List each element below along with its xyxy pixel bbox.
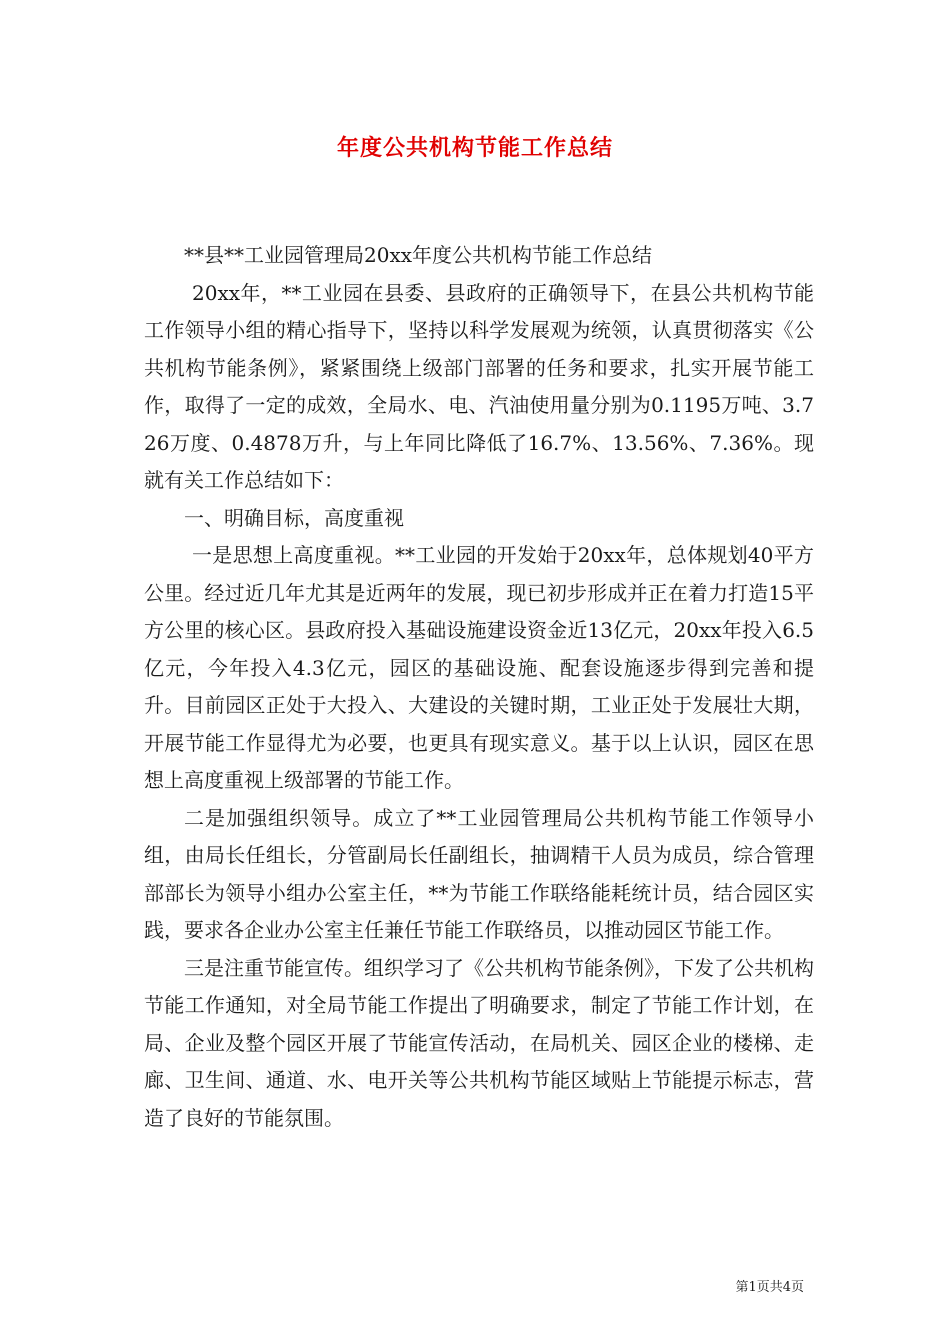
paragraph-organization: 二是加强组织领导。成立了**工业园管理局公共机构节能工作领导小组，由局长任组长，分管副局长任副组长，抽调精干人员为成员，综合管理部部长为领导小组办公室主任，**为节能工作联络能耗统计员，结合园区实践，要求各企业办公室主任兼任节能工作联络员，以推动园区节能工作。 — [144, 805, 814, 942]
section-heading: 一、明确目标，高度重视 — [184, 505, 404, 530]
page-number: 第1页共4页 — [735, 1280, 804, 1295]
subtitle-paragraph: **县**工业园管理局20xx年度公共机构节能工作总结 — [184, 243, 653, 267]
document-body — [144, 237, 814, 1137]
paragraph-thought: 一是思想上高度重视。**工业园的开发始于20xx年，总体规划40平方公里。经过近几年尤其是近两年的发展，现已初步形成并正在着力打造15平方公里的核心区。县政府投入基础设施建设资金近13亿元，20xx年投入6.5亿元，今年投入4.3亿元，园区的基础设施、配套设施逐步得到完善和提升。目前园区正处于大投入、大建设的关键时期，工业正处于发展壮大期，开展节能工作显得尤为必要，也更具有现实意义。基于以上认识，园区在思想上高度重视上级部署的节能工作。 — [144, 543, 814, 792]
intro-paragraph: 20xx年，**工业园在县委、县政府的正确领导下，在县公共机构节能工作领导小组的精心指导下，坚持以科学发展观为统领，认真贯彻落实《公共机构节能条例》，紧紧围绕上级部门部署的任务和要求，扎实开展节能工作，取得了一定的成效，全局水、电、汽油使用量分别为0.1195万吨、3.726万度、0.4878万升，与上年同比降低了16.7%、13.56%、7.36%。现就有关工作总结如下： — [144, 280, 814, 492]
page-title: 年度公共机构节能工作总结 — [336, 136, 613, 161]
paragraph-publicity: 三是注重节能宣传。组织学习了《公共机构节能条例》，下发了公共机构节能工作通知，对全局节能工作提出了明确要求，制定了节能工作计划，在局、企业及整个园区开展了节能宣传活动，在局机关、园区企业的楼梯、走廊、卫生间、通道、水、电开关等公共机构节能区域贴上节能提示标志，营造了良好的节能氛围。 — [144, 955, 814, 1130]
